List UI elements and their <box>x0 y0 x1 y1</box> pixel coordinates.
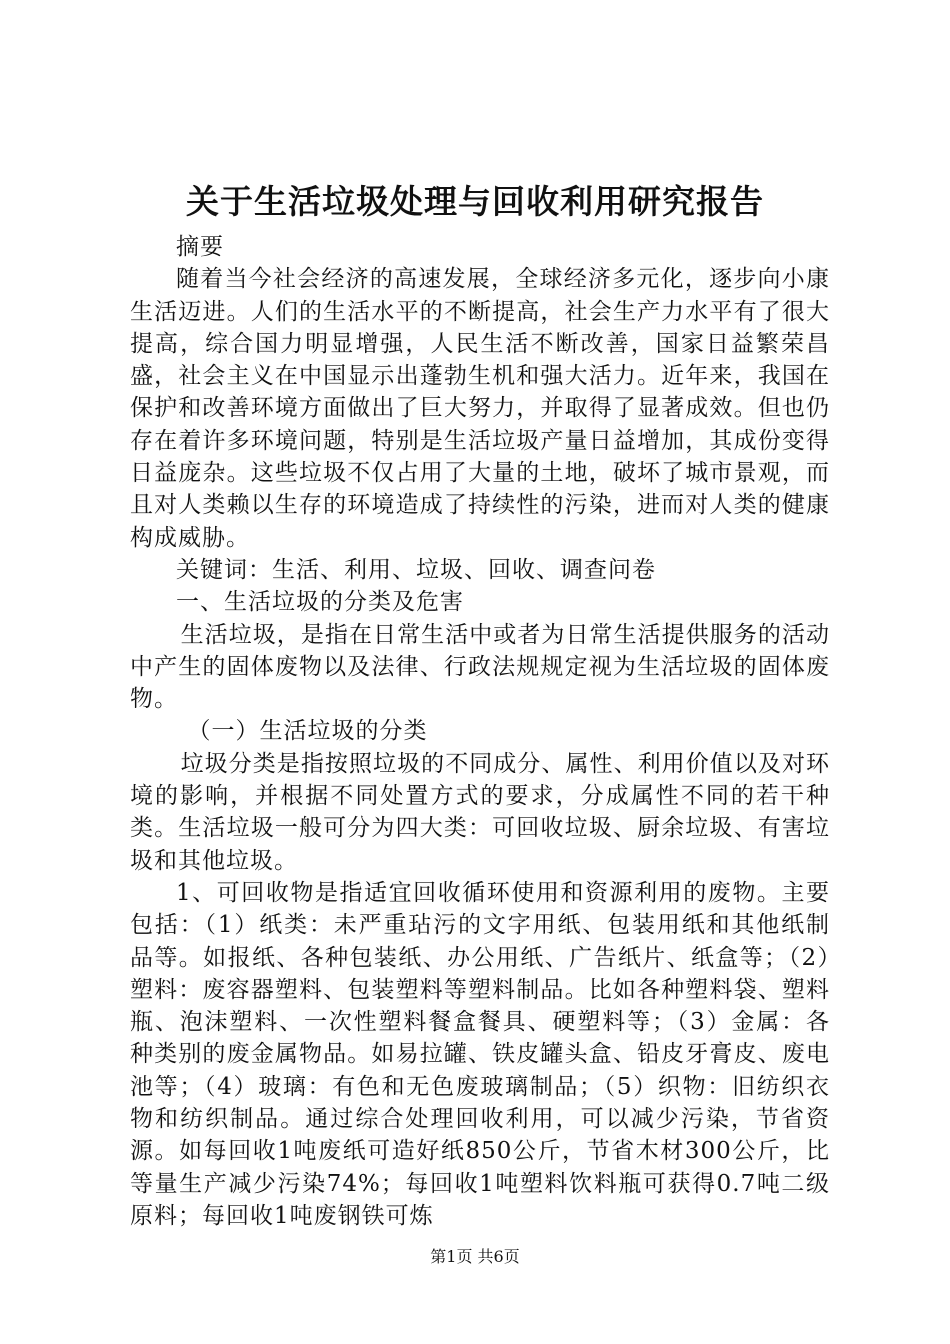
subsection-paragraph: 垃圾分类是指按照垃圾的不同成分、属性、利用价值以及对环境的影响，并根据不同处置方式的要求，分成属性不同的若干种类。生活垃圾一般可分为四大类：可回收垃圾、厨余垃圾、有害垃圾和其他垃圾。 <box>130 750 830 874</box>
page-number-footer: 第1页 共6页 <box>430 1247 520 1266</box>
section-heading: 一、生活垃圾的分类及危害 <box>176 589 464 616</box>
document-body <box>130 231 830 1232</box>
section-paragraph: 生活垃圾，是指在日常生活中或者为日常生活提供服务的活动中产生的固体废物以及法律、行政法规规定视为生活垃圾的固体废物。 <box>130 621 830 713</box>
abstract-paragraph: 随着当今社会经济的高速发展，全球经济多元化，逐步向小康生活迈进。人们的生活水平的不断提高，社会生产力水平有了很大提高，综合国力明显增强，人民生活不断改善，国家日益繁荣昌盛，社会主义在中国显示出蓬勃生机和强大活力。近年来，我国在保护和改善环境方面做出了巨大努力，并取得了显著成效。但也仍存在着许多环境问题，特别是生活垃圾产量日益增加，其成份变得日益庞杂。这些垃圾不仅占用了大量的土地，破坏了城市景观，而且对人类赖以生存的环境造成了持续性的污染，进而对人类的健康构成威胁。 <box>130 266 830 551</box>
list-item-paragraph: 1、可回收物是指适宜回收循环使用和资源利用的废物。主要包括：（1）纸类：未严重玷污的文字用纸、包装用纸和其他纸制品等。如报纸、各种包装纸、办公用纸、广告纸片、纸盒等；（2）塑料：废容器塑料、包装塑料等塑料制品。比如各种塑料袋、塑料瓶、泡沫塑料、一次性塑料餐盒餐具、硬塑料等；（3）金属：各种类别的废金属物品。如易拉罐、铁皮罐头盒、铅皮牙膏皮、废电池等；（4）玻璃：有色和无色废玻璃制品；（5）织物：旧纺织衣物和纺织制品。通过综合处理回收利用，可以减少污染，节省资源。如每回收1吨废纸可造好纸850公斤，节省木材300公斤，比等量生产减少污染74%；每回收1吨塑料饮料瓶可获得0.7吨二级原料；每回收1吨废钢铁可炼 <box>130 879 830 1229</box>
subsection-heading: （一）生活垃圾的分类 <box>187 718 428 745</box>
keywords-line: 关键词：生活、利用、垃圾、回收、调查问卷 <box>176 556 656 583</box>
abstract-heading: 摘要 <box>176 234 224 260</box>
document-title: 关于生活垃圾处理与回收利用研究报告 <box>186 182 764 221</box>
